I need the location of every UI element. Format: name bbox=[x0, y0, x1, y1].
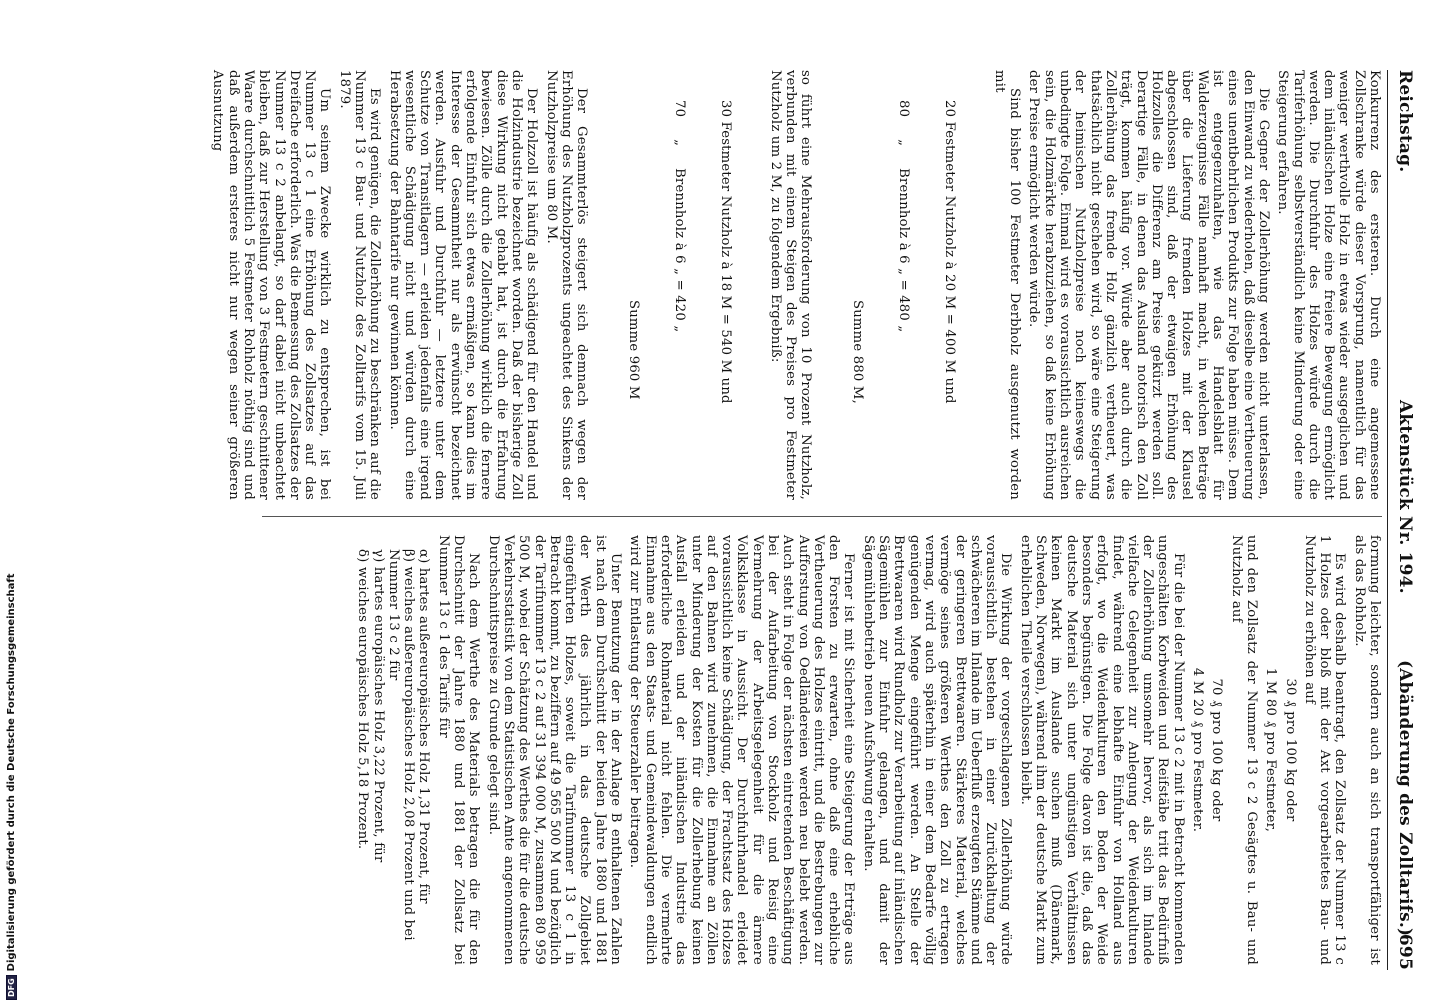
rotated-page bbox=[210, 0, 1416, 1000]
page-number: 695 bbox=[1395, 933, 1415, 970]
list-item: α) hartes außereuropäisches Holz 1,31 Prozent, für bbox=[416, 549, 432, 904]
paragraph: Für die bei der Nummer 13 c 2 mit in Betracht kommenden ungeschälten Korbweiden und Reifstäbe tritt das Bedürfniß der Zollerhöhung umsomehr hervor, als sich im Inlande vielfache Gelegenheit zur Anlegung der Weidenkulturen findet, während eine lebhafte Einfuhr von Holland aus erfolgt, wo die Weidenkulturen den Boden der Weide besonders begünstigen. Die Folge davon ist die, daß das deutsche Material sich unter ungünstigen Verhältnissen keinen Markt im Auslande suchen muß (Dänemark, Schweden, Norwegen), während ihm der deutsche Markt zum erheblichen Theile verschlossen bleibt. bbox=[1017, 535, 1186, 965]
column-divider bbox=[262, 516, 1382, 517]
list-item: γ) hartes europäisches Holz 3,22 Prozent, für bbox=[370, 549, 386, 863]
calc-sum: Summe 880 M, bbox=[850, 300, 866, 404]
paragraph: Die Wirkung der vorgeschlagenen Zollerhöhung würde voraussichtlich bestehen in einer Zurückhaltung der schwächeren im Inlande im Ueberfluß erzeugten Stämme und der geringeren Brettwaaren. Stärkeres Material, welches vermöge seines größeren Werthes den Zoll zu ertragen vermag, wird auch späterhin in einer dem Bedarfe völlig genügenden Menge eingeführt werden. An Stelle der Brettwaaren wird Rundholz zur Verarbeitung auf inländischen Sägemühlen zur Einfuhr gelangen, und damit der Sägemühlenbetrieb neuen Aufschwung erhalten. bbox=[860, 535, 1014, 965]
paragraph: Der Holzzoll ist häufig als schädigend für den Handel und die Holzindustrie bezeichnet worden. Daß der bisherige Zoll diese Wirkung nicht gehabt hat, ist durch die Erfahrung bewiesen. Zölle durch die Zollerhöhung wirklich die fernere erfolgende Einfuhr sich etwas ermäßigen, so kann dies im Interesse der Gesammtheit nur als erwünscht bezeichnet werden. Ausfuhr und Durchfuhr — letztere unter dem Schutze von Transitlagern — erleiden jedenfalls eine irgend wesentliche Schädigung nicht und würden durch eine Herabsetzung der Bahntarife nur gewinnen können. bbox=[386, 70, 540, 500]
page-header bbox=[1392, 70, 1416, 970]
right-column bbox=[351, 535, 1382, 965]
paragraph: Konkurrenz des ersteren. Durch eine angemessene Zollschranke würde dieser Vorsprung, namentlich für das weniger werthvolle Holz in etwas wieder ausgeglichen und dem inländischen Holze eine freiere Bewegung ermöglicht werden. Die Durchfuhr des Holzes würde durch die Tariferhöhung selbstverständlich keine Minderung oder eine Steigerung erfahren. bbox=[1275, 70, 1382, 500]
calc-line: 30 Festmeter Nutzholz à 18 M = 540 M und bbox=[717, 100, 733, 404]
paragraph: Der Gesammterlös steigert sich demnach wegen der Erhöhung des Nutzholzprozents ungeachtet des Sinkens der Nutzholzpreise um 80 M. bbox=[543, 70, 590, 500]
calc-line: 20 Festmeter Nutzholz à 20 M = 400 M und bbox=[941, 100, 957, 404]
paragraph: formung leichter, sondern auch an sich transportfähiger ist als das Rohholz. bbox=[1351, 535, 1382, 965]
calculation-block bbox=[595, 100, 763, 500]
paragraph: so führt eine Mehrausforderung von 10 Prozent Nutzholz, verbunden mit einem Steigen des Preises pro Festmeter Nutzholz um 2 M, zu folgendem Ergebniß: bbox=[767, 70, 814, 500]
paragraph: Unter Benutzung der in der Anlage B enthaltenen Zahlen ist nach dem Durchschnitt der beiden Jahre 1880 und 1881 der Werth des jährlich in das deutsche Zollgebiet eingeführten Holzes, soweit die Tarifnummer 13 c 1 in Betracht kommt, zu beziffern auf 49 565 500 M und bezüglich der Tarifnummer 13 c 2 auf 31 394 000 M, zusammen 80 959 500 M, wobei der Schätzung des Werthes die für die deutsche Verkehrsstatistik von dem Statistischen Amte angenommenen Durchschnittspreise zu Grunde gelegt sind. bbox=[485, 535, 624, 965]
rate-line: 30 ₰ pro 100 kg oder bbox=[1282, 678, 1298, 822]
paragraph: Ferner ist mit Sicherheit eine Steigerung der Erträge aus den Forsten zu erwarten, ohne daß eine erhebliche Vertheuerung des Holzes eintritt, und die Bestrebungen zur Aufforstung von Oedländereien werden neu belebt werden. Auch steht in Folge der nächsten eintretenden Beschäftigung bei der Aufarbeitung von Stockholz und Reisig eine Vermehrung der Arbeitsgelegenheit für die ärmere Volksklasse in Aussicht. Der Durchfuhrhandel erleidet voraussichtlich keine Schädigung, der Frachtsatz des Holzes auf den Bahnen wird zunehmen, die Einnahme an Zöllen unter Minderung der Kosten für die Zollerhebung keinen Ausfall erleiden und der inländischen Industrie das erforderliche Rohmaterial nicht fehlen. Die vermehrte Einnahme aus den Staats- und Gemeindewaldungen endlich wird zur Entlastung der Steuerzahler beitragen. bbox=[627, 535, 857, 965]
paragraph: Nach dem Werthe des Materials betragen die für den Durchschnitt der Jahre 1880 und 1881 der Zollsatz bei Nummer 13 c 1 des Tarifs für bbox=[435, 535, 482, 965]
dfg-logo: DFG bbox=[6, 975, 17, 1000]
paragraph: Es wird genügen, die Zollerhöhung zu beschränken auf die Nummer 13 c Bau- und Nutzholz des Zolltarifs vom 15. Juli 1879. bbox=[336, 70, 383, 500]
digitization-credit bbox=[6, 573, 17, 1000]
rate-list bbox=[355, 549, 431, 965]
header-subject: (Abänderung des Zolltarifs.) bbox=[1395, 660, 1415, 937]
calc-line: 80 „ Brennholz à 6 „ = 480 „ bbox=[896, 100, 912, 333]
left-column bbox=[206, 70, 1382, 500]
calculation-block bbox=[819, 100, 987, 500]
header-reichstag: Reichstag. bbox=[1395, 70, 1415, 173]
paragraph: Es wird deshalb beantragt, den Zollsatz der Nummer 13 c 1 Holzes oder bloß mit der Axt vorgearbeitetes Bau- und Nutzholz zu erhöhen auf bbox=[1301, 535, 1348, 965]
paragraph: und den Zollsatz der Nummer 13 c 2 Gesägtes u. Bau- und Nutzholz auf bbox=[1228, 535, 1259, 965]
paragraph: Um seinem Zwecke wirklich zu entsprechen, ist bei Nummer 13 c 1 eine Erhöhung des Zollsatzes auf das Dreifache erforderlich. Was die Bemessung des Zollsatzes der Nummer 13 c 2 anbelangt, so darf dabei nicht unbeachtet bleiben, daß zur Herstellung von 3 Festmetern geschnittener Waare durchschnittlich 5 Festmeter Rohholz nöthig sind und daß außerdem ersteres nicht nur wegen seiner größeren Ausnutzung bbox=[210, 70, 333, 500]
header-rule bbox=[1387, 70, 1388, 970]
paragraph: Sind bisher 100 Festmeter Derbholz ausgenutzt worden mit bbox=[991, 70, 1023, 500]
list-item: δ) weiches europäisches Holz 5,18 Prozent. bbox=[355, 549, 371, 850]
rate-line: 4 M 20 ₰ pro Festmeter. bbox=[1190, 667, 1206, 833]
paragraph: Die Gegner der Zollerhöhung werden nicht unterlassen, den Einwand zu wiederholen, daß dieselbe eine Vertheuerung eines unentbehrlichen Produkts zur Folge haben müsse. Dem ist entgegenzuhalten, wie das Handelsblatt für Walderzeugnisse Fälle namhaft macht, in welchen Beträge über die Lieferung fremden Holzes mit der Klausel abgeschlossen sind, daß der etwaigen Erhöhung des Holzzolles die Differenz am Preise gekürzt werden soll. Derartige Fälle, in denen das Ausland notorisch den Zoll trägt, kommen häufig vor. Würde aber auch durch die Zollerhöhung das fremde Holz gänzlich vertheuert, was thatsächlich nicht geschehen wird, so wäre eine Steigerung der heimischen Nutzholzpreise noch keineswegs die unbedingte Folge. Einmal wird es voraussichtlich ausreichen sein, die Holzmärkte herabzuziehen, so daß keine Erhöhung der Preise ermöglicht werden würde. bbox=[1026, 70, 1271, 500]
header-document-number: Aktenstück Nr. 194. bbox=[1395, 400, 1415, 594]
rate-line: 1 M 80 ₰ pro Festmeter, bbox=[1263, 667, 1279, 833]
credit-text: Digitalisierung gefördert durch die Deutsche Forschungsgemeinschaft bbox=[6, 573, 17, 972]
calc-sum: Summe 960 M bbox=[626, 300, 642, 400]
calc-line: 70 „ Brennholz à 6 „ = 420 „ bbox=[671, 100, 687, 333]
rate-line: 70 ₰ pro 100 kg oder bbox=[1209, 678, 1225, 822]
list-item: β) weiches außereuropäisches Holz 2,08 Prozent und bei Nummer 13 c 2 für bbox=[385, 549, 417, 941]
